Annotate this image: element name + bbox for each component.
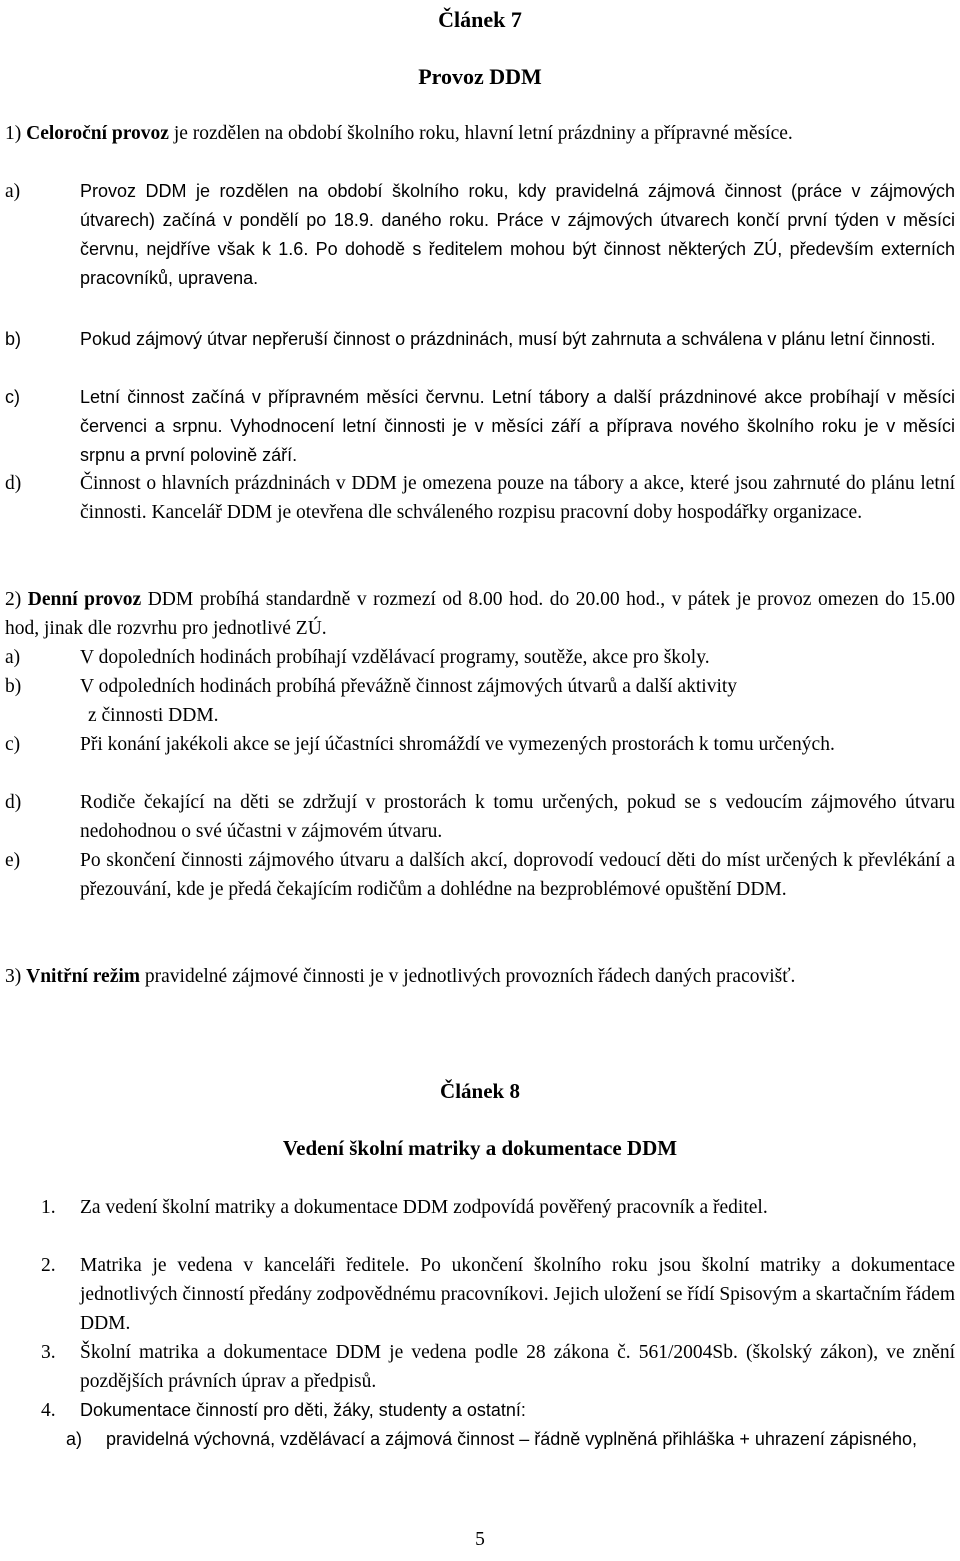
section-3-bold-term: Vnitřní režim	[26, 966, 141, 987]
list-item-label: c)	[5, 387, 20, 407]
numbered-item	[5, 1338, 955, 1396]
sub-list-item-label: a)	[66, 1429, 83, 1449]
section-2-bold-term: Denní provoz	[27, 589, 142, 610]
numbered-item-text: Dokumentace činností pro děti, žáky, studenty a ostatní:	[80, 1400, 526, 1420]
list-item-label: b)	[5, 329, 22, 349]
numbered-item-label: 3.	[41, 1342, 56, 1363]
list-item-label: c)	[5, 734, 21, 755]
list-item-text: V dopoledních hodinách probíhají vzdělávací programy, soutěže, akce pro školy.	[80, 647, 710, 668]
list-item-text: V odpoledních hodinách probíhá převážně činnost zájmových útvarů a další aktivity z činnosti DDM.	[80, 676, 738, 726]
numbered-item	[5, 1193, 955, 1222]
list-item	[5, 469, 955, 527]
list-item	[5, 643, 955, 672]
list-item	[5, 672, 955, 730]
sub-list-item	[5, 1425, 955, 1454]
list-item-label: a)	[5, 647, 21, 668]
section-3-paragraph	[5, 962, 955, 991]
list-item	[5, 325, 955, 354]
section-2-paragraph	[5, 585, 955, 643]
list-item	[5, 383, 955, 470]
numbered-item-text: Matrika je vedena v kanceláři ředitele. Po ukončení školního roku jsou školní matriky a dokumentace jednotlivých činností předány zodpovědnému pracovníkovi. Jejich uložení se řídí Spisovým a skartačním řádem DDM.	[80, 1255, 955, 1334]
section-2-text: DDM probíhá standardně v rozmezí od 8.00 hod. do 20.00 hod., v pátek je provoz omezen do 15.00 hod, jinak dle rozvrhu pro jednotlivé ZÚ.	[5, 589, 955, 639]
list-item-text: Letní činnost začíná v přípravném měsíci červnu. Letní tábory a další prázdninové akce probíhají v měsíci červenci a srpnu. Vyhodnocení letní činnosti je v měsíci září a příprava nového školního roku je v měsíci srpnu a první polovině září.	[80, 387, 955, 465]
list-item-label: d)	[5, 473, 22, 494]
section-3-number: 3)	[5, 966, 22, 987]
article-7-subtitle: Provoz DDM	[418, 64, 542, 89]
article-8-subtitle: Vedení školní matriky a dokumentace DDM	[282, 1136, 678, 1160]
numbered-item	[5, 1396, 955, 1425]
list-item-text: Při konání jakékoli akce se její účastníci shromáždí ve vymezených prostorách k tomu určených.	[80, 734, 835, 755]
list-item	[5, 846, 955, 904]
numbered-item-label: 2.	[41, 1255, 56, 1276]
list-item-text: Rodiče čekající na děti se zdržují v prostorách k tomu určených, pokud se s vedoucím zájmového útvaru nedohodnou o své účastni v zájmovém útvaru.	[80, 792, 955, 842]
list-item	[5, 177, 955, 293]
list-item-text: Činnost o hlavních prázdninách v DDM je omezena pouze na tábory a akce, které jsou zahrnuté do plánu letní činnosti. Kancelář DDM je otevřena dle schváleného rozpisu pracovní doby hospodářky organizace.	[80, 473, 955, 523]
list-item-text: Po skončení činnosti zájmového útvaru a dalších akcí, doprovodí vedoucí děti do míst určených k převlékání a přezouvání, kde je předá čekajícím rodičům a dohlédne na bezproblémové opuštění DDM.	[80, 850, 955, 900]
list-item-label: e)	[5, 850, 21, 871]
list-item-label: a)	[5, 181, 21, 202]
numbered-item-label: 1.	[41, 1197, 56, 1218]
list-item-text: Provoz DDM je rozdělen na období školního roku, kdy pravidelná zájmová činnost (práce v zájmových útvarech) začíná v pondělí po 18.9. daného roku. Práce v zájmových útvarech končí první týden v měsíci červnu, nejdříve však k 1.6. Po dohodě s ředitelem mohou být činnost některých ZÚ, především externích pracovníků, upravena.	[80, 181, 955, 288]
numbered-item-text: Za vedení školní matriky a dokumentace DDM zodpovídá pověřený pracovník a ředitel.	[80, 1197, 768, 1218]
list-item	[5, 730, 955, 759]
numbered-item-label: 4.	[41, 1400, 56, 1421]
section-1-bold-term: Celoroční provoz	[26, 123, 169, 144]
list-item-label: b)	[5, 676, 22, 697]
sub-list-item-text: pravidelná výchovná, vzdělávací a zájmová činnost – řádně vyplněná přihláška + uhrazení zápisného,	[106, 1429, 917, 1449]
section-3-text: pravidelné zájmové činnosti je v jednotlivých provozních řádech daných pracovišť.	[140, 966, 796, 987]
section-1-paragraph	[5, 119, 955, 148]
list-item-label: d)	[5, 792, 22, 813]
list-item	[5, 788, 955, 846]
numbered-item	[5, 1251, 955, 1338]
article-7-title: Článek 7	[438, 7, 522, 32]
section-1-number: 1)	[5, 123, 22, 144]
section-2-number: 2)	[5, 589, 22, 610]
list-item-text: Pokud zájmový útvar nepřeruší činnost o prázdninách, musí být zahrnuta a schválena v plánu letní činnosti.	[80, 329, 936, 349]
section-1-text: je rozdělen na období školního roku, hlavní letní prázdniny a přípravné měsíce.	[168, 123, 793, 144]
article-8-title: Článek 8	[440, 1079, 520, 1103]
numbered-item-text: Školní matrika a dokumentace DDM je vedena podle 28 zákona č. 561/2004Sb. (školský zákon), ve znění pozdějších právních úprav a předpisů.	[80, 1342, 955, 1392]
page-number: 5	[475, 1529, 485, 1550]
